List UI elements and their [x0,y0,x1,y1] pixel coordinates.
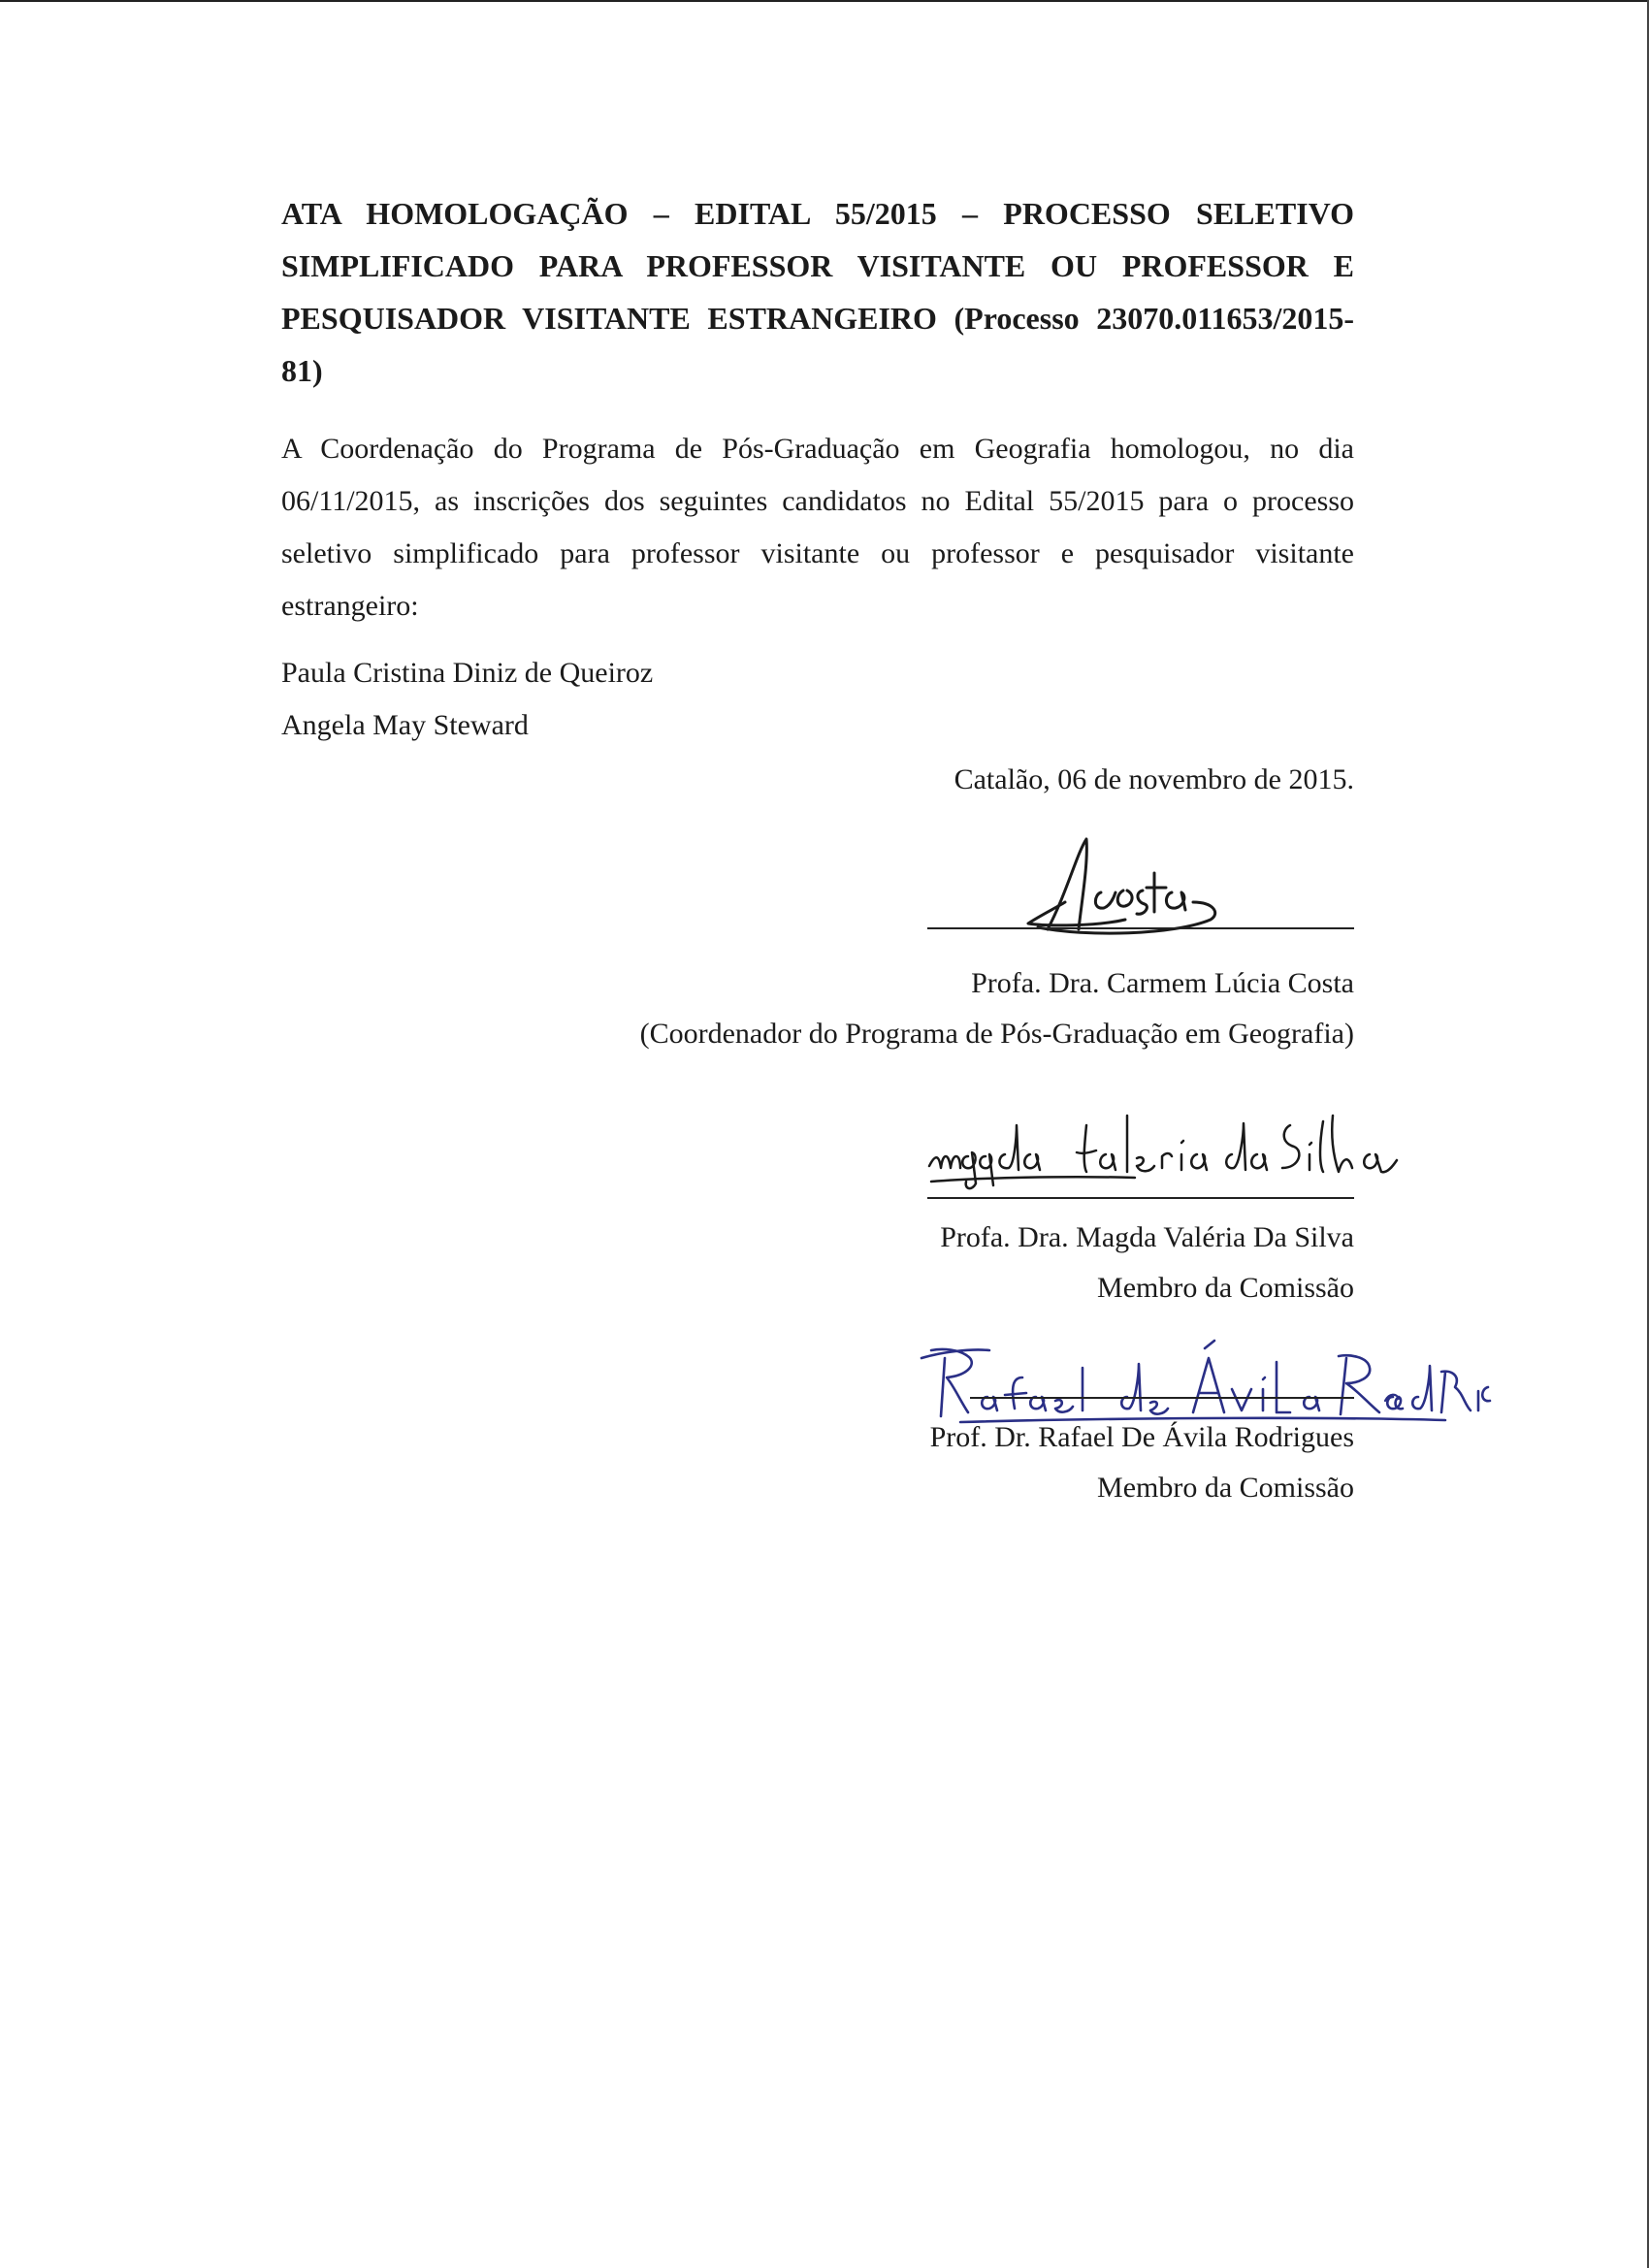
signature-line [927,1197,1354,1199]
signatory-role: Membro da Comissão [1097,1472,1354,1504]
signatory-role: Membro da Comissão [1097,1272,1354,1304]
document-title [281,187,1354,397]
title-line: SIMPLIFICADO PARA PROFESSOR VISITANTE OU PROFESSOR E [281,248,1354,283]
candidate-name: Paula Cristina Diniz de Queiroz [281,657,654,689]
body-paragraph [281,423,1354,632]
body-line: A Coordenação do Programa de Pós-Graduação em Geografia homologou, no dia [281,433,1354,465]
signature-silva [922,1096,1406,1203]
signatory-name: Profa. Dra. Magda Valéria Da Silva [940,1221,1354,1253]
body-line: seletivo simplificado para professor visitante ou professor e pesquisador visitante [281,537,1354,569]
signature-costa [1009,834,1232,941]
signature-line [970,1397,1354,1399]
scan-edge-top [0,0,1649,2]
signature-line [927,927,1354,929]
place-date: Catalão, 06 de novembro de 2015. [954,763,1354,795]
body-line: 06/11/2015, as inscrições dos seguintes candidatos no Edital 55/2015 para o processo [281,485,1354,517]
signatory-role: (Coordenador do Programa de Pós-Graduação em Geografia) [639,1018,1354,1050]
signatory-name: Profa. Dra. Carmem Lúcia Costa [971,967,1354,999]
title-line: ATA HOMOLOGAÇÃO – EDITAL 55/2015 – PROCESSO SELETIVO [281,196,1354,231]
candidate-name: Angela May Steward [281,709,529,741]
signatory-name: Prof. Dr. Rafael De Ávila Rodrigues [929,1421,1354,1453]
title-line: PESQUISADOR VISITANTE ESTRANGEIRO (Processo 23070.011653/2015-81) [281,301,1354,388]
body-line: estrangeiro: [281,590,419,622]
